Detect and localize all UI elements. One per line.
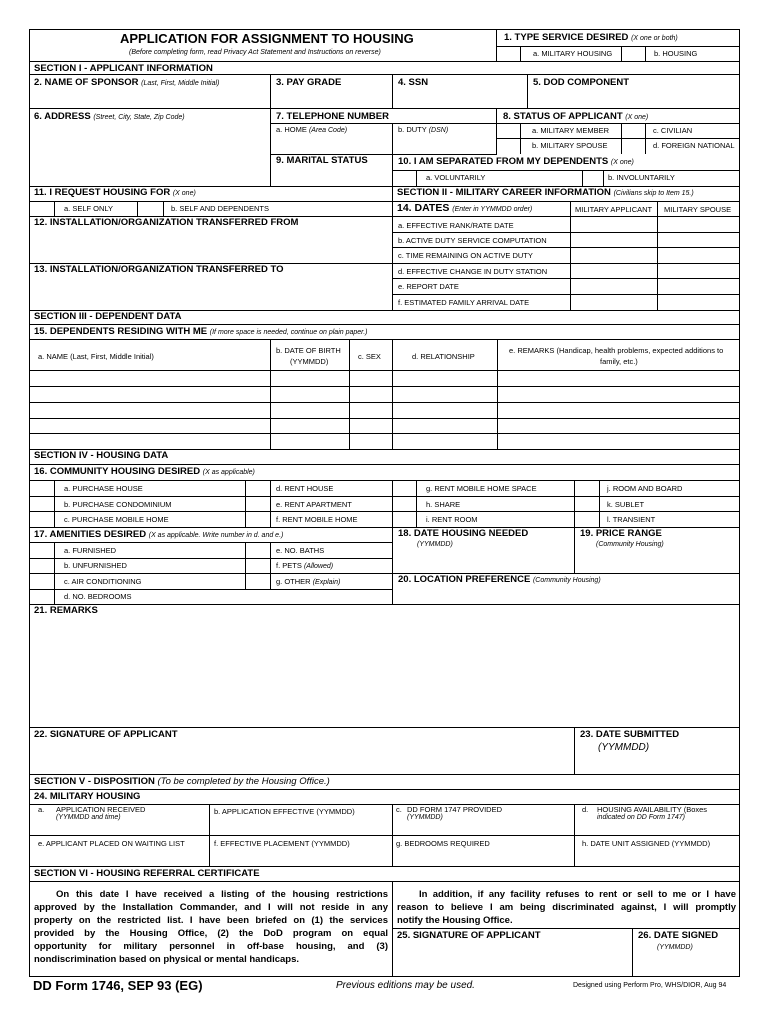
applicant-signature-field[interactable]: 22. SIGNATURE OF APPLICANT <box>34 729 178 740</box>
date-time-remaining-field[interactable]: c. TIME REMAINING ON ACTIVE DUTY <box>398 251 533 260</box>
tel-home-field: a. HOME (Area Code) <box>276 125 348 134</box>
col-dependent-name: a. NAME (Last, First, Middle Initial) <box>38 352 154 361</box>
col-military-spouse: MILITARY SPOUSE <box>664 205 732 214</box>
app-received-field[interactable]: APPLICATION RECEIVED <box>56 805 146 814</box>
pets-checkbox: f. PETS (Allowed) <box>276 561 334 570</box>
purchase-mobile-checkbox[interactable]: c. PURCHASE MOBILE HOME <box>64 515 169 524</box>
dd1747-format: (YYMMDD) <box>407 814 443 821</box>
certificate-statement-2: In addition, if any facility refuses to rent or sell to me or I have reason to believe I am being discriminated against, I will promptly notify the Housing Office. <box>397 889 736 926</box>
date-needed-field[interactable]: 18. DATE HOUSING NEEDED <box>398 528 529 539</box>
status-label: 8. STATUS OF APPLICANT (X one) <box>503 111 649 122</box>
dependent-row[interactable] <box>29 433 740 434</box>
form-id: DD Form 1746, SEP 93 (EG) <box>33 978 203 993</box>
availability-note: indicated on DD Form 1747) <box>597 814 685 821</box>
room-board-checkbox[interactable]: j. ROOM AND BOARD <box>607 484 683 493</box>
section-3-title: SECTION III - DEPENDENT DATA <box>34 311 182 322</box>
section-2-title: SECTION II - MILITARY CAREER INFORMATION (Civilians skip to Item 15.) <box>397 187 694 198</box>
separated-label: 10. I AM SEPARATED FROM MY DEPENDENTS (X one) <box>398 156 634 167</box>
designed-credit: Designed using Perform Pro, WHS/DIOR, Aug 94 <box>573 982 727 989</box>
bedrooms-required-field[interactable]: g. BEDROOMS REQUIRED <box>396 839 490 848</box>
date-signed-field[interactable]: 26. DATE SIGNED <box>638 930 719 941</box>
dd1747-letter: c. <box>396 805 402 814</box>
type-housing-checkbox[interactable]: b. HOUSING <box>654 49 698 58</box>
rent-room-checkbox[interactable]: i. RENT ROOM <box>426 515 478 524</box>
purchase-house-checkbox[interactable]: a. PURCHASE HOUSE <box>64 484 143 493</box>
status-civilian-checkbox[interactable]: c. CIVILIAN <box>653 126 693 135</box>
location-preference-field: 20. LOCATION PREFERENCE (Community Housing) <box>398 574 601 585</box>
purchase-condo-checkbox[interactable]: b. PURCHASE CONDOMINIUM <box>64 500 172 509</box>
no-baths-field[interactable]: e. NO. BATHS <box>276 546 325 555</box>
col-dob-format: (YYMMDD) <box>290 357 329 366</box>
transferred-from-field[interactable]: 12. INSTALLATION/ORGANIZATION TRANSFERRED FROM <box>34 217 299 228</box>
availability-field[interactable]: HOUSING AVAILABILITY (Boxes <box>597 805 708 814</box>
dependent-row[interactable] <box>29 386 740 387</box>
transferred-to-field[interactable]: 13. INSTALLATION/ORGANIZATION TRANSFERRED TO <box>34 264 284 275</box>
col-remarks-2: family, etc.) <box>600 357 638 366</box>
status-foreign-national-checkbox[interactable]: d. FOREIGN NATIONAL <box>653 141 735 150</box>
transient-checkbox[interactable]: l. TRANSIENT <box>607 515 656 524</box>
separated-involuntarily-checkbox[interactable]: b. INVOLUNTARILY <box>608 173 675 182</box>
form-subtitle: (Before completing form, read Privacy Act Statement and Instructions on reverse) <box>129 49 381 56</box>
date-unit-assigned-field[interactable]: h. DATE UNIT ASSIGNED (YYMMDD) <box>582 839 711 848</box>
military-housing-label: 24. MILITARY HOUSING <box>34 791 141 802</box>
pay-grade-field[interactable]: 3. PAY GRADE <box>276 77 342 88</box>
dependent-row[interactable] <box>29 370 740 371</box>
other-checkbox: g. OTHER (Explain) <box>276 577 341 586</box>
air-conditioning-checkbox[interactable]: c. AIR CONDITIONING <box>64 577 142 586</box>
dependents-label: 15. DEPENDENTS RESIDING WITH ME (If more space is needed, continue on plain paper.) <box>34 326 368 337</box>
date-submitted-format: (YYMMDD) <box>598 742 650 753</box>
status-military-member-checkbox[interactable]: a. MILITARY MEMBER <box>532 126 610 135</box>
sponsor-name-label: 2. NAME OF SPONSOR (Last, First, Middle Initial) <box>34 77 220 88</box>
address-label: 6. ADDRESS (Street, City, State, Zip Code) <box>34 111 185 122</box>
date-report-field[interactable]: e. REPORT DATE <box>398 282 459 291</box>
amenities-label: 17. AMENITIES DESIRED (X as applicable. Write number in d. and e.) <box>34 529 284 540</box>
col-military-applicant: MILITARY APPLICANT <box>575 205 653 214</box>
effective-placement-field[interactable]: f. EFFECTIVE PLACEMENT (YYMMDD) <box>214 839 350 848</box>
telephone-label: 7. TELEPHONE NUMBER <box>276 111 389 122</box>
certificate-signature-field[interactable]: 25. SIGNATURE OF APPLICANT <box>397 930 541 941</box>
request-self-dependents-checkbox[interactable]: b. SELF AND DEPENDENTS <box>171 204 269 213</box>
dependent-row[interactable] <box>29 418 740 419</box>
col-sex: c. SEX <box>358 352 381 361</box>
date-signed-format: (YYMMDD) <box>657 944 693 951</box>
rent-house-checkbox[interactable]: d. RENT HOUSE <box>276 484 334 493</box>
section-4-title: SECTION IV - HOUSING DATA <box>34 450 169 461</box>
share-checkbox[interactable]: h. SHARE <box>426 500 461 509</box>
sublet-checkbox[interactable]: k. SUBLET <box>607 500 645 509</box>
app-effective-field[interactable]: b. APPLICATION EFFECTIVE (YYMMDD) <box>214 807 355 816</box>
separated-voluntarily-checkbox[interactable]: a. VOLUNTARILY <box>426 173 486 182</box>
dd1747-field[interactable]: DD FORM 1747 PROVIDED <box>407 805 503 814</box>
date-family-arrival-field[interactable]: f. ESTIMATED FAMILY ARRIVAL DATE <box>398 298 530 307</box>
price-range-note: (Community Housing) <box>596 541 664 548</box>
community-housing-label: 16. COMMUNITY HOUSING DESIRED (X as applicable) <box>34 466 255 477</box>
section-1-title: SECTION I - APPLICANT INFORMATION <box>34 63 213 74</box>
request-housing-label: 11. I REQUEST HOUSING FOR (X one) <box>34 187 196 198</box>
tel-duty-field: b. DUTY (DSN) <box>398 125 449 134</box>
type-military-housing-checkbox[interactable]: a. MILITARY HOUSING <box>533 49 613 58</box>
app-received-letter: a. <box>38 805 45 814</box>
date-needed-format: (YYMMDD) <box>417 541 453 548</box>
previous-editions: Previous editions may be used. <box>336 980 475 991</box>
dates-label: 14. DATES (Enter in YYMMDD order) <box>397 202 533 214</box>
dependent-row[interactable] <box>29 402 740 403</box>
furnished-checkbox[interactable]: a. FURNISHED <box>64 546 117 555</box>
price-range-field[interactable]: 19. PRICE RANGE <box>580 528 662 539</box>
dod-component-field[interactable]: 5. DOD COMPONENT <box>533 77 630 88</box>
no-bedrooms-field[interactable]: d. NO. BEDROOMS <box>64 592 132 601</box>
ssn-field[interactable]: 4. SSN <box>398 77 429 88</box>
date-rank-field[interactable]: a. EFFECTIVE RANK/RATE DATE <box>398 221 514 230</box>
form-title: APPLICATION FOR ASSIGNMENT TO HOUSING <box>120 31 414 46</box>
section-5-title: SECTION V - DISPOSITION (To be completed by the Housing Office.) <box>34 776 330 787</box>
availability-letter: d. <box>582 805 589 814</box>
col-dob: b. DATE OF BIRTH <box>276 346 341 355</box>
unfurnished-checkbox[interactable]: b. UNFURNISHED <box>64 561 127 570</box>
status-military-spouse-checkbox[interactable]: b. MILITARY SPOUSE <box>532 141 608 150</box>
rent-mobile-home-checkbox[interactable]: f. RENT MOBILE HOME <box>276 515 358 524</box>
date-change-duty-field[interactable]: d. EFFECTIVE CHANGE IN DUTY STATION <box>398 267 548 276</box>
rent-apartment-checkbox[interactable]: e. RENT APARTMENT <box>276 500 352 509</box>
remarks-field[interactable]: 21. REMARKS <box>34 605 98 616</box>
waiting-list-field[interactable]: e. APPLICANT PLACED ON WAITING LIST <box>38 839 185 848</box>
section-6-title: SECTION VI - HOUSING REFERRAL CERTIFICATE <box>34 868 260 879</box>
type-service-label: 1. TYPE SERVICE DESIRED (X one or both) <box>504 32 678 43</box>
app-received-format: (YYMMDD and time) <box>56 814 121 821</box>
date-service-computation-field[interactable]: b. ACTIVE DUTY SERVICE COMPUTATION <box>398 236 547 245</box>
date-submitted-field[interactable]: 23. DATE SUBMITTED <box>580 729 680 740</box>
marital-status-field[interactable]: 9. MARITAL STATUS <box>276 155 368 166</box>
col-relationship: d. RELATIONSHIP <box>412 352 475 361</box>
col-remarks: e. REMARKS (Handicap, health problems, expected additions to <box>509 346 724 355</box>
certificate-statement: On this date I have received a listing of the housing restrictions approved by the Installation Commander, and I will not reside in any property on the restricted list. I have been briefed on (1) the services provided by the Housing Office, (2) the DoD program on equal opportunity for military personnel in off-base housing, and (3) nondiscrimination based on physical or mental handicaps. <box>34 889 388 965</box>
request-self-only-checkbox[interactable]: a. SELF ONLY <box>64 204 114 213</box>
rent-mobile-space-checkbox[interactable]: g. RENT MOBILE HOME SPACE <box>426 484 537 493</box>
